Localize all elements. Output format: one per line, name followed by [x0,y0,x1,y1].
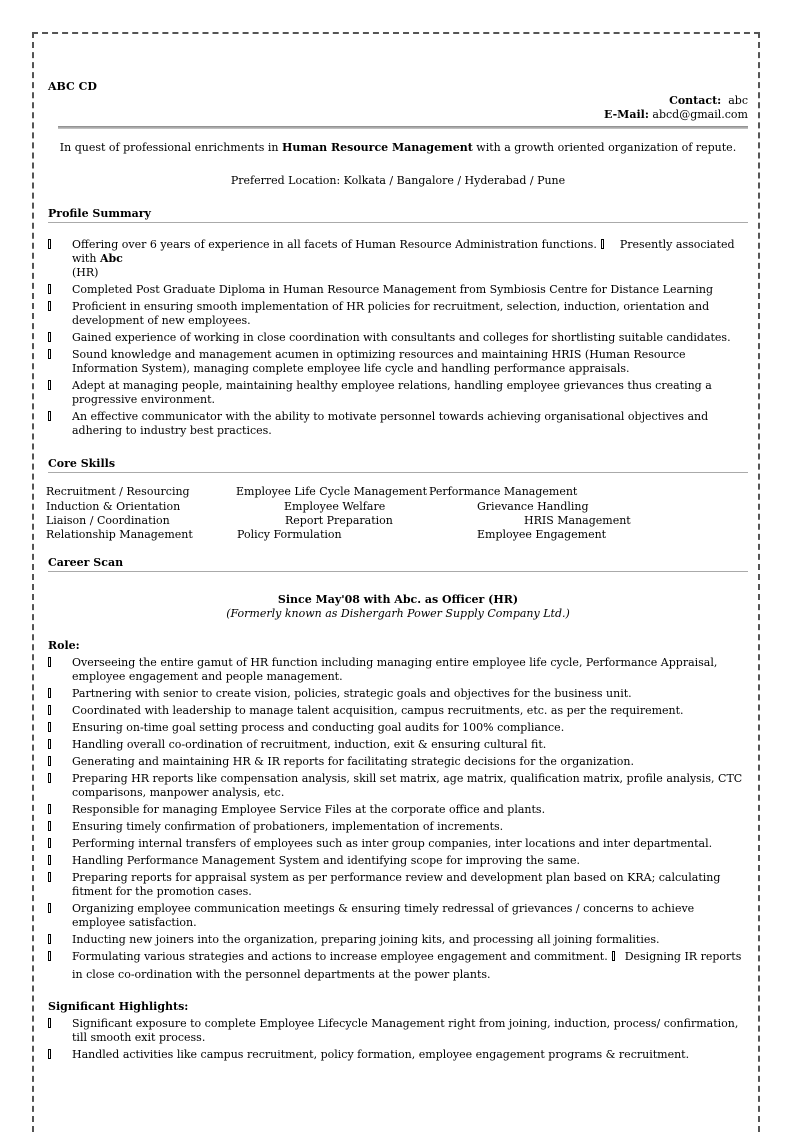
list-item-text: Ensuring timely confirmation of probationers, implementation of increments. [72,820,504,833]
skill-item: Recruitment / Resourcing [46,485,190,498]
list-item [48,933,748,947]
list-item [48,410,748,438]
list-item-text: Responsible for managing Employee Service Files at the corporate office and plants. [72,803,546,816]
skill-item: Employee Life Cycle Management [236,485,428,498]
list-item-text: Overseeing the entire gamut of HR function including managing entire employee life cycle, Performance Appraisal, employee engagement and people management. [72,656,718,683]
preferred-location: Preferred Location: Kolkata / Bangalore / Hyderabad / Pune [230,174,566,187]
bullet-icon [48,872,51,882]
list-item [48,348,748,376]
resume-content [48,80,748,1065]
objective-highlight: Human Resource Management [282,141,473,154]
list-item-text: Performing internal transfers of employees such as inter group companies, inter locations and inter departmental. [72,837,713,850]
bullet-icon [48,1018,51,1028]
summary-text: Presently associated with [72,238,735,265]
job-title: Since May'08 with Abc. as Officer (HR) [277,593,519,606]
list-item-text: Handled activities like campus recruitment, policy formation, employee engagement programs & recruitment. [72,1048,690,1061]
list-item-text: Sound knowledge and management acumen in optimizing resources and maintaining HRIS (Human Resource Information System), managing complete employee life cycle and handling performance appraisals. [72,348,686,375]
contact-line [48,94,748,108]
list-item-text: Completed Post Graduate Diploma in Human Resource Management from Symbiosis Centre for Distance Learning [72,283,714,296]
list-item-text: Organizing employee communication meetings & ensuring timely redressal of grievances / concerns to achieve employee satisfaction. [72,902,695,929]
skill-item: Liaison / Coordination [46,514,170,527]
bullet-icon [48,705,51,715]
skill-item: Employee Engagement [477,528,607,541]
highlights-list [48,1017,748,1062]
role-list [48,656,748,947]
summary-text: (HR) [72,266,99,279]
section-title-profile-summary: Profile Summary [48,207,748,223]
section-title-core-skills: Core Skills [48,457,748,473]
bullet-icon [48,951,51,961]
list-item [48,1048,748,1062]
contact-label: Contact: [669,94,722,107]
bullet-icon [48,239,51,249]
skill-item: HRIS Management [524,514,631,527]
list-item [48,837,748,851]
list-item [48,687,748,701]
list-item [48,656,748,684]
list-item-text: An effective communicator with the ability to motivate personnel towards achieving organisational objectives and adhering to industry best practices. [72,410,709,437]
bullet-icon [48,756,51,766]
header-divider [58,126,748,129]
job-subtitle: (Formerly known as Dishergarh Power Supply Company Ltd.) [226,607,570,620]
list-item [48,772,748,800]
bullet-icon [48,838,51,848]
list-item [48,704,748,718]
bullet-icon [48,934,51,944]
skill-item: Performance Management [429,485,578,498]
contact-value: abc [728,94,748,107]
list-item-text: Handling Performance Management System and identifying scope for improving the same. [72,854,581,867]
role-text: Designing IR reports in close co-ordination with the personnel departments at the power plants. [72,950,742,981]
bullet-icon [48,380,51,390]
bullet-icon [48,301,51,311]
list-item-text: Ensuring on-time goal setting process and conducting goal audits for 100% compliance. [72,721,565,734]
role-list-last [48,948,748,984]
list-item [48,1017,748,1045]
list-item [48,948,748,984]
core-skills-grid [46,485,748,543]
list-item [48,803,748,817]
list-item [48,283,748,297]
list-item [48,854,748,868]
email-value[interactable]: abcd@gmail.com [652,108,748,121]
bullet-icon [601,239,604,249]
skill-item: Induction & Orientation [46,500,181,513]
bullet-icon [48,411,51,421]
skill-item: Grievance Handling [477,500,589,513]
list-item [48,300,748,328]
list-item-text: Preparing HR reports like compensation analysis, skill set matrix, age matrix, qualification matrix, profile analysis, CTC comparisons, manpower analysis, etc. [72,772,743,799]
bullet-icon [48,349,51,359]
profile-summary-list [48,238,748,280]
list-item [48,721,748,735]
objective-prefix: In quest of professional enrichments in [59,141,282,154]
bullet-icon [48,773,51,783]
list-item-text: Coordinated with leadership to manage talent acquisition, campus recruitments, etc. as per the requirement. [72,704,684,717]
list-item [48,238,748,280]
bullet-icon [48,1049,51,1059]
list-item [48,820,748,834]
skill-item: Policy Formulation [237,528,342,541]
bullet-icon [48,657,51,667]
list-item-text: Generating and maintaining HR & IR reports for facilitating strategic decisions for the organization. [72,755,634,768]
list-item [48,755,748,769]
summary-text: Offering over 6 years of experience in all facets of Human Resource Administration functions. [72,238,597,251]
list-item [48,902,748,930]
bullet-icon [48,804,51,814]
profile-summary-items [48,283,748,438]
bullet-icon [612,951,615,961]
list-item-text: Proficient in ensuring smooth implementation of HR policies for recruitment, selection, induction, orientation and development of new employees. [72,300,710,327]
list-item [48,379,748,407]
list-item-text: Gained experience of working in close coordination with consultants and colleges for shortlisting suitable candidates. [72,331,731,344]
role-heading: Role: [48,639,80,652]
role-text: Formulating various strategies and actions to increase employee engagement and commitment. [72,950,608,963]
candidate-name: ABC CD [48,80,97,93]
list-item-text: Significant exposure to complete Employee Lifecycle Management right from joining, induction, process/ confirmation, till smooth exit process. [72,1017,739,1044]
bullet-icon [48,688,51,698]
bullet-icon [48,332,51,342]
objective-suffix: with a growth oriented organization of repute. [472,141,737,154]
list-item [48,738,748,752]
skill-item: Employee Welfare [284,500,386,513]
list-item-text: Partnering with senior to create vision, policies, strategic goals and objectives for the business unit. [72,687,632,700]
list-item [48,331,748,345]
bullet-icon [48,855,51,865]
bullet-icon [48,903,51,913]
list-item [48,871,748,899]
list-item-text: Adept at managing people, maintaining healthy employee relations, handling employee grievances thus creating a progressive environment. [72,379,712,406]
list-item-text: Preparing reports for appraisal system as per performance review and development plan based on KRA; calculating fitment for the promotion cases. [72,871,721,898]
bullet-icon [48,739,51,749]
skill-item: Relationship Management [46,528,193,541]
list-item-text: Handling overall co-ordination of recruitment, induction, exit & ensuring cultural fit. [72,738,547,751]
objective-statement [48,141,748,155]
bullet-icon [48,821,51,831]
bullet-icon [48,284,51,294]
section-title-career-scan: Career Scan [48,556,748,572]
list-item-text: Inducting new joiners into the organization, preparing joining kits, and processing all joining formalities. [72,933,660,946]
email-label: E-Mail: [604,108,649,121]
email-line [48,108,748,122]
company-name: Abc [99,252,123,265]
bullet-icon [48,722,51,732]
skill-item: Report Preparation [285,514,393,527]
highlights-heading: Significant Highlights: [48,1000,189,1013]
